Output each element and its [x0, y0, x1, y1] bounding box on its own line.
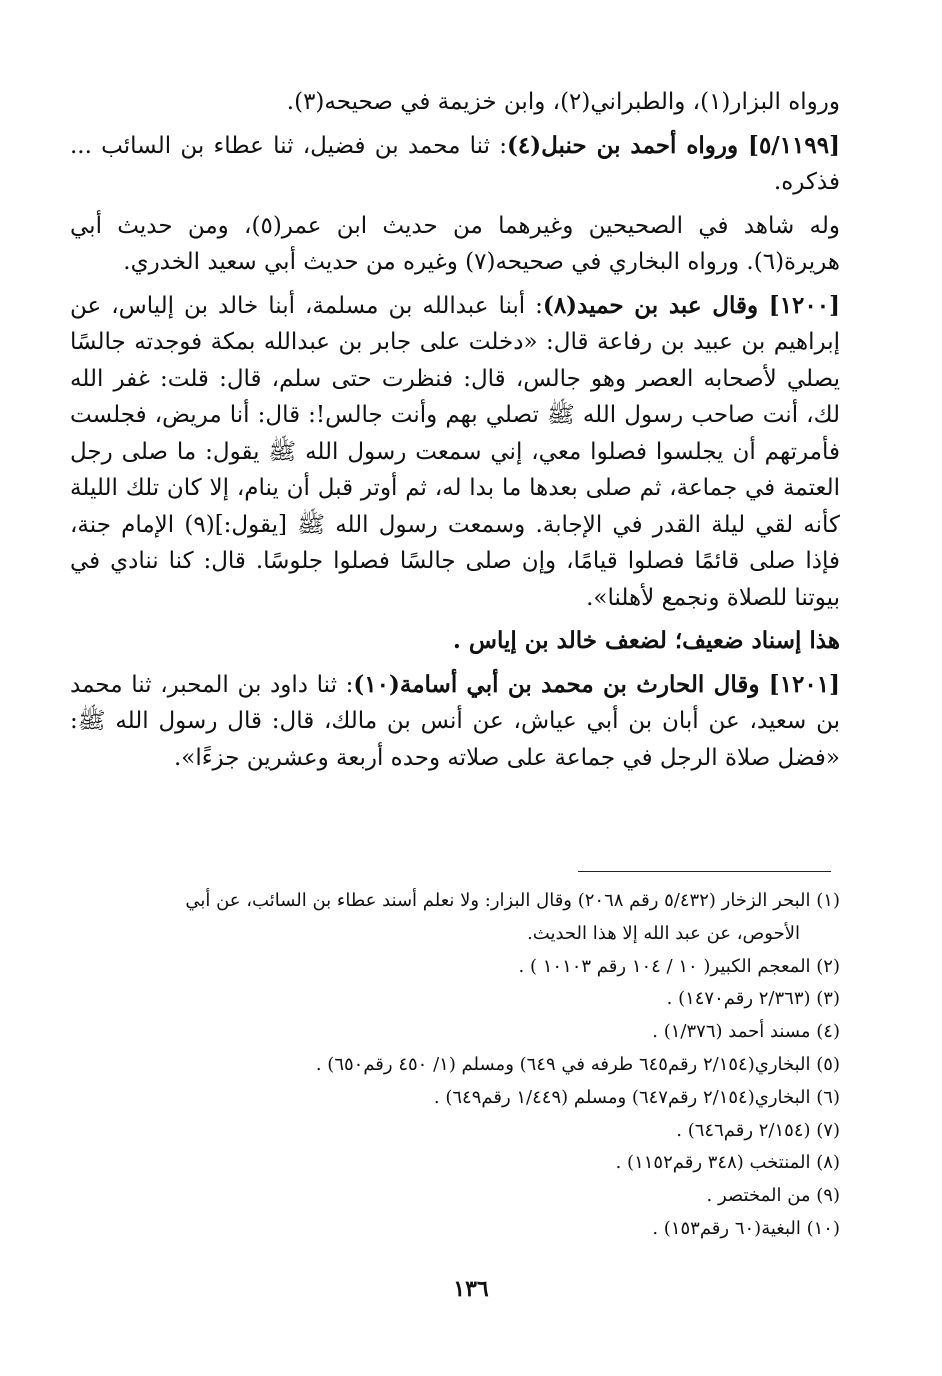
paragraph-lead: [٥/١١٩٩] ورواه أحمد بن حنبل(٤)	[506, 131, 840, 159]
footnotes	[70, 885, 840, 1246]
paragraph-body: : ثنا داود بن المحبر، ثنا محمد بن سعيد، عن أبان بن أبي عياش، عن أنس بن مالك، قال: قال رسول الله ﷺ: «فضل صلاة الرجل في جماعة على صلاته وحده أربعة وعشرين جزءًا».	[70, 671, 841, 771]
footnote-1	[70, 885, 840, 951]
footnote-4	[70, 1016, 840, 1049]
footnote-6	[70, 1082, 840, 1115]
paragraph-5	[70, 623, 840, 660]
footnote-3	[70, 983, 840, 1016]
paragraph-body: : أبنا عبدالله بن مسلمة، أبنا خالد بن إلياس، عن إبراهيم بن عبيد بن رفاعة قال: «دخلت على جابر بن عبدالله بمكة فوجدته جالسًا يصلي لأصحابه العصر وهو جالس، قال: فنظرت حتى سلم، قال: قلت: غفر الله لك، أنت صاحب رسول الله ﷺ تصلي بهم وأنت جالس!: قال: أنا مريض، فجلست فأمرتهم أن يجلسوا فصلوا معي، إني سمعت رسول الله ﷺ يقول: ما صلى رجل العتمة في جماعة، ثم صلى بعدها ما بدا له، ثم أوتر قبل أن ينام، إلا كان تلك الليلة كأنه لقي ليلة القدر في الإجابة. وسمعت رسول الله ﷺ [يقول:](٩) الإمام جنة، فإذا صلى قائمًا فصلوا قيامًا، وإن صلى جالسًا فصلوا جلوسًا. قال: كنا ننادي في بيوتنا للصلاة ونجمع لأهلنا».	[70, 292, 840, 611]
footnote-text: (٣) (٢/٣٦٣ رقم١٤٧٠) .	[666, 988, 840, 1010]
footnote-text: (٨) المنتخب (٣٤٨ رقم١١٥٢) .	[615, 1152, 840, 1174]
footnote-text: (٦) البخاري(٢/١٥٤ رقم٦٤٧) ومسلم (١/٤٤٩ رقم٦٤٩) .	[433, 1086, 840, 1108]
paragraph-4	[70, 288, 840, 617]
footnote-text: (٤) مسند أحمد (١/٣٧٦) .	[652, 1021, 840, 1043]
footnote-8	[70, 1147, 840, 1180]
footnote-10	[70, 1213, 840, 1246]
footnote-text: (٥) البخاري(٢/١٥٤ رقم٦٤٥ طرفه في ٦٤٩) ومسلم (١/ ٤٥٠ رقم٦٥٠) .	[315, 1053, 840, 1075]
footnote-text: (١٠) البغية(٦٠ رقم١٥٣) .	[652, 1217, 840, 1239]
footnote-text: (٩) من المختصر .	[706, 1185, 840, 1207]
paragraph-2	[70, 128, 840, 201]
paragraph-body: ورواه البزار(١)، والطبراني(٢)، وابن خزيمة في صحيحه(٣).	[286, 89, 840, 115]
paragraph-body: : ثنا محمد بن فضيل، ثنا عطاء بن السائب ... فذكره.	[70, 132, 840, 195]
footnote-text: (٢) المعجم الكبير( ١٠ / ١٠٤ رقم ١٠١٠٣ ) .	[518, 955, 840, 977]
footnote-9	[70, 1180, 840, 1213]
footnote-2	[70, 951, 840, 984]
footnote-7	[70, 1115, 840, 1148]
paragraph-lead: [١٢٠٠] وقال عبد بن حميد(٨)	[542, 291, 840, 319]
paragraph-lead: [١٢٠١] وقال الحارث بن محمد بن أبي أسامة(١٠)	[353, 670, 840, 698]
paragraph-3	[70, 208, 840, 281]
footnote-text: (١) البحر الزخار (٥/٤٣٢ رقم ٢٠٦٨) وقال البزار: ولا نعلم أسند عطاء بن السائب، عن أبي	[185, 890, 840, 911]
footnote-divider	[578, 871, 831, 872]
paragraph-1	[70, 84, 840, 121]
footnote-continuation: الأحوص، عن عبد الله إلا هذا الحديث.	[527, 922, 800, 944]
main-text	[70, 84, 840, 783]
page-number: ١٣٦	[453, 1276, 489, 1302]
footnote-text: (٧) (٢/١٥٤ رقم٦٤٦) .	[676, 1119, 840, 1141]
footnote-5	[70, 1049, 840, 1082]
paragraph-6	[70, 667, 840, 777]
paragraph-lead: هذا إسناد ضعيف؛ لضعف خالد بن إياس .	[452, 627, 840, 654]
paragraph-body: وله شاهد في الصحيحين وغيرهما من حديث ابن عمر(٥)، ومن حديث أبي هريرة(٦). ورواه البخاري في صحيحه(٧) وغيره من حديث أبي سعيد الخدري.	[70, 212, 840, 275]
